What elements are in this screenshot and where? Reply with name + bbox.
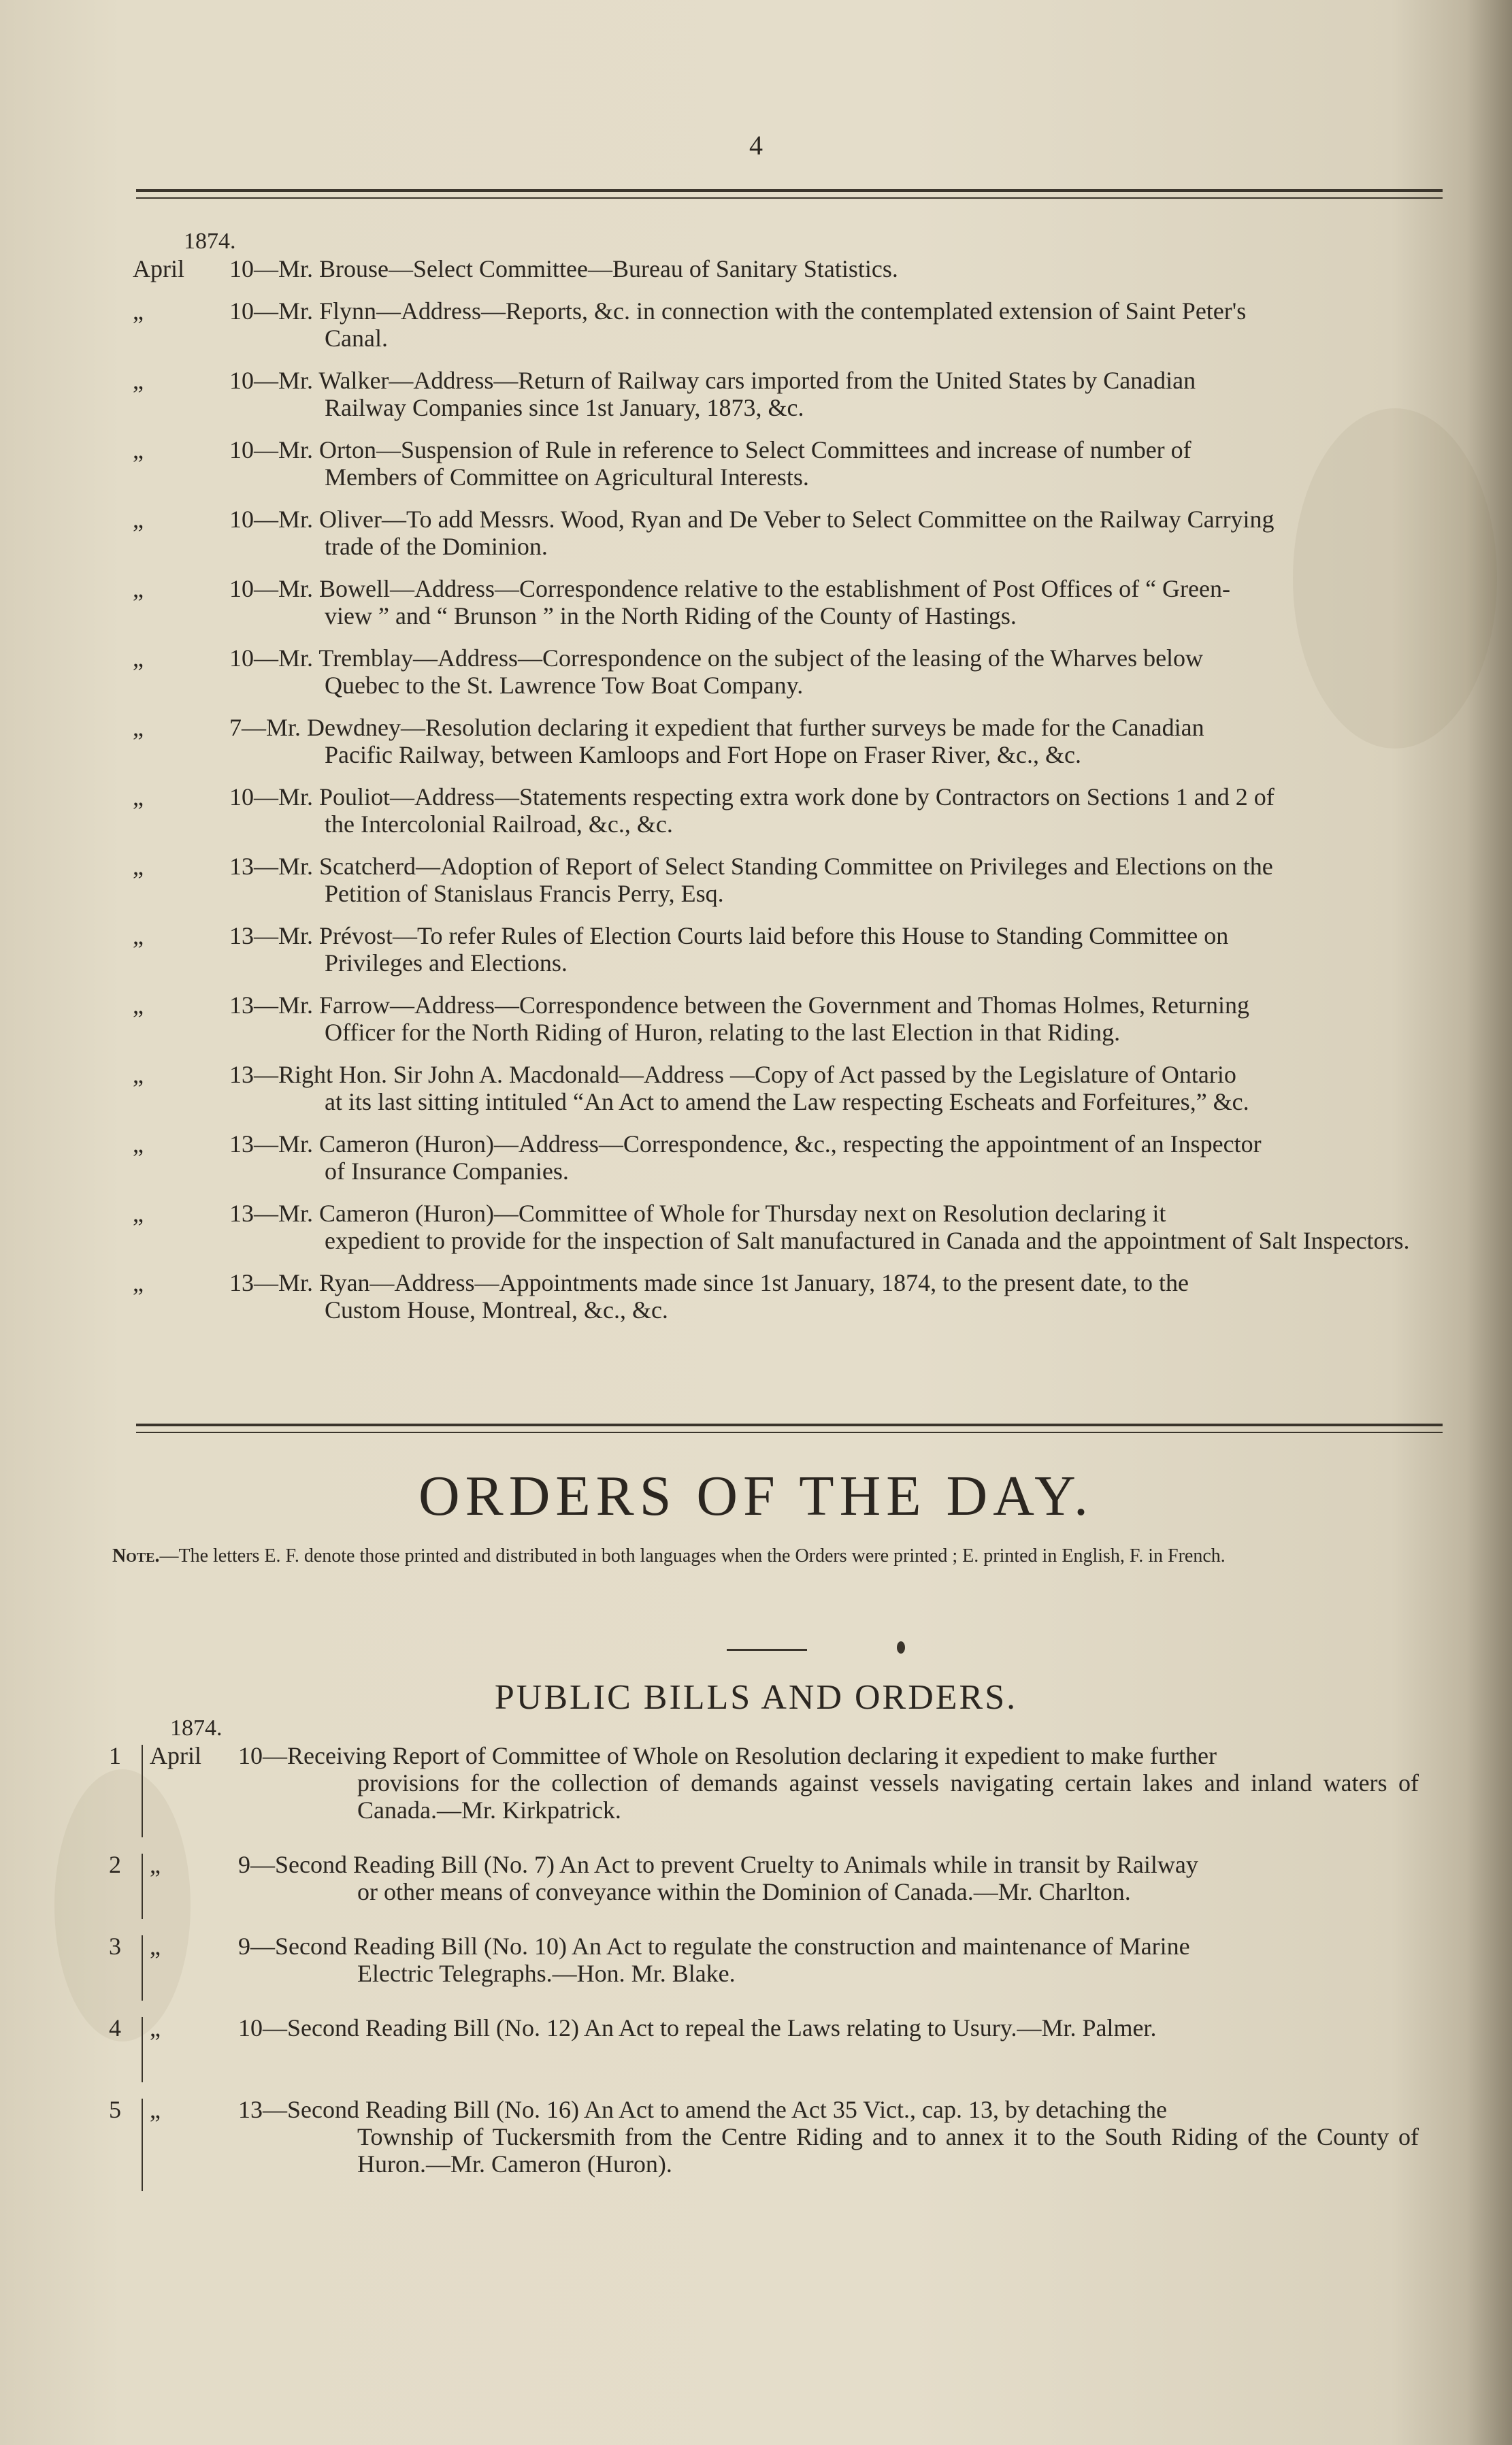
bill-continuation: or other means of conveyance within the Dominion of Canada.—Mr. Charlton.	[357, 1878, 1131, 1905]
motion-continuation: Railway Companies since 1st January, 1873, &c.	[325, 394, 804, 421]
motion-month: „	[133, 367, 144, 394]
motion-first-line: 10—Mr. Bowell—Address—Correspondence relative to the establishment of Post Offices of “ Green-	[229, 575, 1230, 602]
motion-continuation: of Insurance Companies.	[325, 1158, 569, 1185]
motion-continuation: Canal.	[325, 325, 388, 352]
motion-continuation: at its last sitting intituled “An Act to amend the Law respecting Escheats and Forfeitures,” &c.	[325, 1088, 1249, 1115]
motion-entry	[133, 1200, 1443, 1254]
motion-month: „	[133, 1061, 144, 1088]
bill-text	[238, 2096, 1419, 2178]
motion-first-line: 13—Mr. Cameron (Huron)—Committee of Whole for Thursday next on Resolution declaring it	[229, 1200, 1166, 1227]
motion-first-line: 13—Right Hon. Sir John A. Macdonald—Address —Copy of Act passed by the Legislature of Ontario	[229, 1061, 1236, 1088]
bill-text	[238, 1933, 1419, 1987]
motion-continuation: Officer for the North Riding of Huron, relating to the last Election in that Riding.	[325, 1019, 1121, 1046]
bill-month: „	[150, 2096, 161, 2123]
motion-first-line: 7—Mr. Dewdney—Resolution declaring it expedient that further surveys be made for the Canadian	[229, 714, 1204, 741]
motion-continuation: Petition of Stanislaus Francis Perry, Esq.	[325, 880, 724, 907]
motion-entry	[133, 506, 1443, 560]
motion-continuation: expedient to provide for the inspection of Salt manufactured in Canada and the appointment of Salt Inspectors.	[325, 1227, 1410, 1254]
bill-margin-line	[142, 2017, 143, 2082]
motion-text	[229, 575, 1443, 629]
motion-entry	[133, 783, 1443, 838]
motion-text	[229, 644, 1443, 699]
bill-first-line: 10—Second Reading Bill (No. 12) An Act to repeal the Laws relating to Usury.—Mr. Palmer.	[238, 2014, 1157, 2041]
bill-margin-line	[142, 1745, 143, 1837]
motions-section	[133, 228, 1443, 1339]
motion-text	[229, 506, 1443, 560]
bill-month: „	[150, 1933, 161, 1960]
motion-text	[229, 1200, 1443, 1254]
bill-month: „	[150, 2014, 161, 2041]
motion-entry	[133, 575, 1443, 629]
bill-text	[238, 1742, 1419, 1824]
bill-number: 5	[109, 2096, 121, 2123]
motion-month: „	[133, 991, 144, 1019]
bills-heading: PUBLIC BILLS AND ORDERS.	[494, 1678, 1018, 1717]
bill-entry	[109, 1851, 1419, 1905]
orders-note	[112, 1545, 1426, 1568]
bill-month: April	[150, 1742, 201, 1769]
motion-month: „	[133, 922, 144, 949]
bill-entry	[109, 1933, 1419, 1987]
motion-first-line: 10—Mr. Brouse—Select Committee—Bureau of Sanitary Statistics.	[229, 255, 898, 282]
motion-entry	[133, 1269, 1443, 1324]
motion-first-line: 10—Mr. Pouliot—Address—Statements respecting extra work done by Contractors on Sections 1 and 2 of	[229, 783, 1275, 810]
motion-entry	[133, 367, 1443, 421]
motion-text	[229, 714, 1443, 768]
bill-number: 4	[109, 2014, 121, 2041]
motion-entry	[133, 853, 1443, 907]
section-rule-thin	[136, 1432, 1443, 1433]
motion-entry	[133, 297, 1443, 352]
motion-entry	[133, 255, 1443, 282]
motion-month: „	[133, 1269, 144, 1296]
bill-margin-line	[142, 1854, 143, 1919]
bill-text	[238, 2014, 1419, 2041]
bills-year: 1874.	[170, 1716, 223, 1741]
motion-first-line: 10—Mr. Tremblay—Address—Correspondence on the subject of the leasing of the Wharves below	[229, 644, 1204, 672]
motion-month: „	[133, 436, 144, 463]
motion-entry	[133, 1061, 1443, 1115]
motion-month: „	[133, 783, 144, 810]
motion-month: „	[133, 1130, 144, 1158]
motion-first-line: 10—Mr. Oliver—To add Messrs. Wood, Ryan and De Veber to Select Committee on the Railway Carrying	[229, 506, 1275, 533]
motion-first-line: 10—Mr. Orton—Suspension of Rule in reference to Select Committees and increase of number of	[229, 436, 1191, 463]
motion-text	[229, 436, 1443, 491]
motion-text	[229, 783, 1443, 838]
motion-continuation: Quebec to the St. Lawrence Tow Boat Company.	[325, 672, 804, 699]
motion-first-line: 13—Mr. Ryan—Address—Appointments made since 1st January, 1874, to the present date, to the	[229, 1269, 1189, 1296]
bills-list	[109, 1742, 1419, 2178]
motion-month: „	[133, 644, 144, 672]
motion-entry	[133, 714, 1443, 768]
bill-number: 3	[109, 1933, 121, 1960]
motion-continuation: the Intercolonial Railroad, &c., &c.	[325, 810, 673, 838]
motion-text	[229, 1130, 1443, 1185]
short-divider	[727, 1649, 807, 1651]
bill-margin-line	[142, 2099, 143, 2191]
motion-first-line: 13—Mr. Scatcherd—Adoption of Report of Select Standing Committee on Privileges and Elections on the	[229, 853, 1273, 880]
motion-continuation: view ” and “ Brunson ” in the North Riding of the County of Hastings.	[325, 602, 1017, 629]
motion-month: „	[133, 297, 144, 325]
motion-first-line: 10—Mr. Walker—Address—Return of Railway cars imported from the United States by Canadian	[229, 367, 1196, 394]
motion-text	[229, 991, 1443, 1046]
bill-number: 2	[109, 1851, 121, 1878]
motion-first-line: 13—Mr. Farrow—Address—Correspondence between the Government and Thomas Holmes, Returning	[229, 991, 1250, 1019]
motion-month: „	[133, 575, 144, 602]
motion-text	[229, 922, 1443, 977]
bill-first-line: 9—Second Reading Bill (No. 7) An Act to prevent Cruelty to Animals while in transit by Railway	[238, 1851, 1198, 1878]
motion-month: „	[133, 506, 144, 533]
orders-heading: ORDERS OF THE DAY.	[418, 1464, 1094, 1528]
motion-month: April	[133, 255, 184, 282]
ornament-dot	[897, 1641, 905, 1654]
motion-continuation: trade of the Dominion.	[325, 533, 548, 560]
motion-text	[229, 853, 1443, 907]
bills-section	[109, 1715, 1419, 2205]
motion-first-line: 13—Mr. Cameron (Huron)—Address—Correspondence, &c., respecting the appointment of an Inspector	[229, 1130, 1262, 1158]
motion-text	[229, 367, 1443, 421]
motion-month: „	[133, 714, 144, 741]
top-rule-thin	[136, 197, 1443, 199]
motion-entry	[133, 991, 1443, 1046]
motions-list	[133, 255, 1443, 1324]
bill-first-line: 9—Second Reading Bill (No. 10) An Act to regulate the construction and maintenance of Marine	[238, 1933, 1190, 1960]
motion-continuation: Pacific Railway, between Kamloops and Fort Hope on Fraser River, &c., &c.	[325, 741, 1081, 768]
motion-continuation: Members of Committee on Agricultural Interests.	[325, 463, 809, 491]
note-text: —The letters E. F. denote those printed and distributed in both languages when the Orders were printed ; E. printed in English, F. in French.	[159, 1545, 1226, 1566]
motion-entry	[133, 644, 1443, 699]
motion-month: „	[133, 1200, 144, 1227]
bill-entry	[109, 2096, 1419, 2178]
note-label: Note.	[112, 1545, 160, 1566]
page-number: 4	[749, 130, 763, 161]
top-rule	[136, 189, 1443, 192]
motion-continuation: Custom House, Montreal, &c., &c.	[325, 1296, 668, 1324]
motion-month: „	[133, 853, 144, 880]
bill-text	[238, 1851, 1419, 1905]
bill-first-line: 10—Receiving Report of Committee of Whole on Resolution declaring it expedient to make further	[238, 1742, 1217, 1769]
bill-entry	[109, 1742, 1419, 1824]
motion-text	[229, 1269, 1443, 1324]
bill-continuation: provisions for the collection of demands against vessels navigating certain lakes and inland waters of Canada.—Mr. Kirkpatrick.	[357, 1769, 1419, 1824]
motion-text	[229, 297, 1443, 352]
motion-entry	[133, 1130, 1443, 1185]
bill-continuation: Township of Tuckersmith from the Centre Riding and to annex it to the South Riding of the County of Huron.—Mr. Cameron (Huron).	[357, 2123, 1419, 2178]
bill-month: „	[150, 1851, 161, 1878]
motion-first-line: 10—Mr. Flynn—Address—Reports, &c. in connection with the contemplated extension of Saint Peter's	[229, 297, 1247, 325]
bill-first-line: 13—Second Reading Bill (No. 16) An Act to amend the Act 35 Vict., cap. 13, by detaching the	[238, 2096, 1167, 2123]
section-rule	[136, 1424, 1443, 1426]
motion-continuation: Privileges and Elections.	[325, 949, 568, 977]
motion-entry	[133, 922, 1443, 977]
motions-year: 1874.	[184, 229, 236, 254]
bill-entry	[109, 2014, 1419, 2069]
bill-continuation: Electric Telegraphs.—Hon. Mr. Blake.	[357, 1960, 736, 1987]
motion-text	[229, 1061, 1443, 1115]
motion-first-line: 13—Mr. Prévost—To refer Rules of Election Courts laid before this House to Standing Committee on	[229, 922, 1229, 949]
motion-entry	[133, 436, 1443, 491]
bill-number: 1	[109, 1742, 121, 1769]
bill-margin-line	[142, 1935, 143, 2001]
motion-text	[229, 255, 1443, 282]
